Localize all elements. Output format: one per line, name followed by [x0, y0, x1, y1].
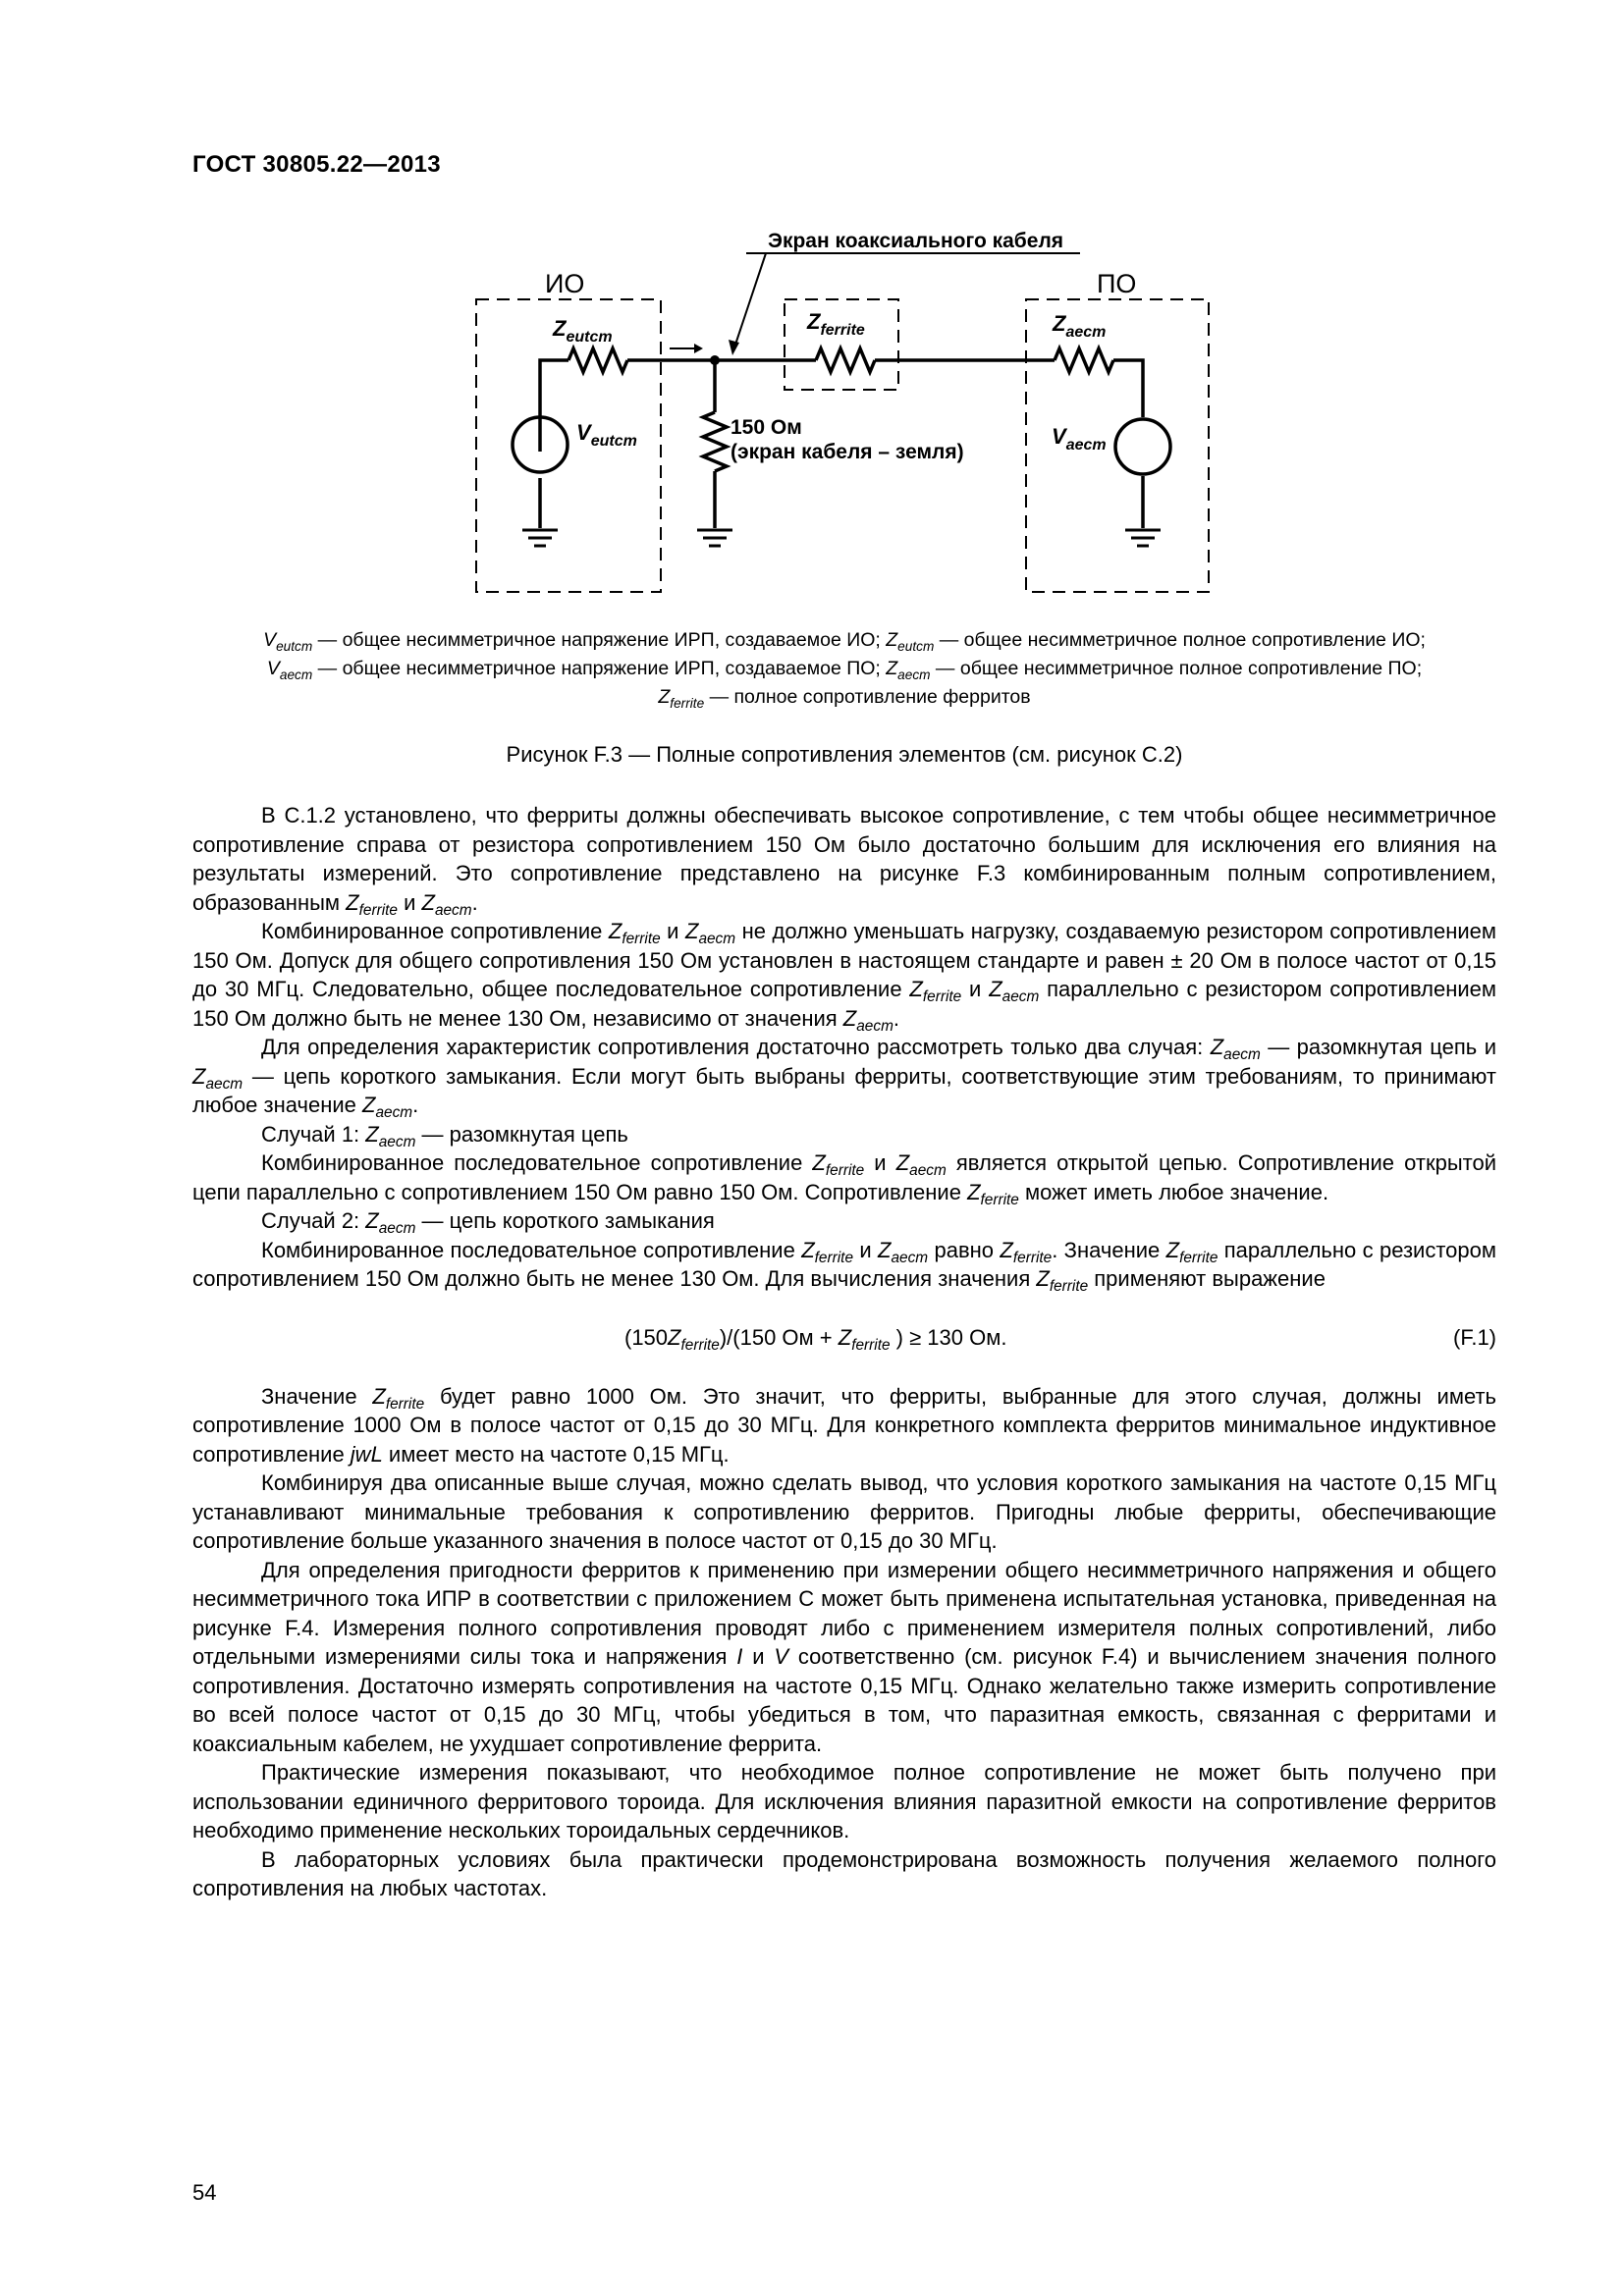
formula-number: (F.1) [1453, 1324, 1496, 1350]
paragraph-6: Значение $Z_{ferrite}$ будет равно 1000 Ом. Это значит, что ферриты, выбранные для этого случая, должны иметь сопротивление 1000 Ом в полосе частот от 0,15 до 30 МГц. Для конкретного комплекта ферритов минимальное индуктивное сопротивление jwL имеет место на частоте 0,15 МГц. [192, 1383, 1496, 1467]
coax-shield-label: Экран коаксиального кабеля [768, 230, 1064, 252]
r150-value-label: 150 Ом [731, 416, 802, 439]
z-ferrite-resistor [816, 348, 875, 372]
figure-legend [187, 626, 1502, 712]
junction-dot [710, 355, 720, 365]
figure-caption: Рисунок F.3 — Полные сопротивления элементов (см. рисунок С.2) [506, 742, 1183, 767]
case-1-heading: Случай 1: $Z_{aecm}$ — разомкнутая цепь [261, 1121, 628, 1150]
paragraph-4: Комбинированное последовательное сопротивление $Z_{ferrite}$ и $Z_{aecm}$ является открытой цепью. Сопротивление открытой цепи параллельно с сопротивлением 150 Ом равно 150 Ом. Сопротивление $Z_{ferrite}$ может иметь любое значение. [192, 1150, 1496, 1208]
r150-resistor [703, 412, 727, 471]
v-aecm-source [1115, 419, 1170, 474]
eut-label: ИО [545, 269, 585, 298]
page-number: 54 [192, 2180, 217, 2205]
legend-line-2: $V_{aecm}$ — общее несимметричное напряжение ИРП, создаваемое ПО; $Z_{aecm}$ — общее несимметричное полное сопротивление ПО; [266, 658, 1423, 682]
legend-line-3: $Z_{ferrite}$ — полное сопротивление ферритов [658, 686, 1031, 711]
ae-label: ПО [1097, 269, 1137, 298]
v-eutcm-label: $V_{eutcm}$ [576, 420, 637, 450]
z-eutcm-label: $Z_{eutcm}$ [553, 316, 613, 346]
z-eutcm-resistor [568, 348, 627, 372]
paragraph-8: Для определения пригодности ферритов к применению при измерении общего несимметричного напряжения и общего несимметричного тока ИПР в соответствии с приложением С может быть применена испытательная установка, приведенная на рисунке F.4. Измерения полного сопротивления проводят либо с применением измерителя полных сопротивлений, либо отдельными измерениями силы тока и напряжения I и V соответственно (см. рисунок F.4) и вычислением значения полного сопротивления. Достаточно измерять сопротивления на частоте 0,15 МГц. Однако желательно также измерить сопротивление во всей полосе частот от 0,15 до 30 МГц, чтобы убедиться в том, что паразитная емкость, связанная с ферритами и коаксиальным кабелем, не ухудшает сопротивление феррита. [192, 1557, 1497, 1756]
ferrite-box [785, 299, 898, 390]
paragraph-1: В С.1.2 установлено, что ферриты должны обеспечивать высокое сопротивление, с тем чтобы общее несимметричное сопротивление справа от резистора сопротивлением 150 Ом было достаточно большим для исключения его влияния на результаты измерений. Это сопротивление представлено на рисунке F.3 комбинированным полным сопротивлением, образованным $Z_{ferrite}$ и $Z_{aecm}$. [192, 803, 1496, 919]
z-aecm-resistor [1055, 348, 1113, 372]
legend-line-1: $V_{eutcm}$ — общее несимметричное напряжение ИРП, создаваемое ИО; $Z_{eutcm}$ — общее несимметричное полное сопротивление ИО; [263, 629, 1426, 654]
paragraph-10: В лабораторных условиях была практически продемонстрирована возможность получения желаемого полного сопротивления на любых частотах. [192, 1846, 1496, 1900]
z-aecm-label: $Z_{aecm}$ [1053, 311, 1107, 341]
paragraph-9: Практические измерения показывают, что необходимое полное сопротивление не может быть получено при использовании единичного ферритового тороида. Для исключения влияния паразитной емкости на сопротивление ферритов необходимо применение нескольких тороидальных сердечников. [192, 1760, 1496, 1842]
v-aecm-label: $V_{aecm}$ [1052, 424, 1107, 454]
formula-expression: $(150Z_{ferrite})/(150$ Ом + $Z_{ferrite}$ ) ≥ 130 Ом. [624, 1324, 1007, 1354]
document-header: ГОСТ 30805.22—2013 [192, 151, 441, 178]
paragraph-5: Комбинированное последовательное сопротивление $Z_{ferrite}$ и $Z_{aecm}$ равно $Z_{ferrite}$. Значение $Z_{ferrite}$ параллельно с резистором сопротивлением 150 Ом должно быть не менее 130 Ом. Для вычисления значения $Z_{ferrite}$ применяют выражение [192, 1237, 1497, 1295]
circuit-diagram [0, 0, 1624, 628]
r150-desc-label: (экран кабеля – земля) [731, 441, 964, 463]
case-2-heading: Случай 2: $Z_{aecm}$ — цепь короткого замыкания [261, 1208, 715, 1237]
formula-f1 [192, 1323, 1496, 1353]
z-ferrite-label: $Z_{ferrite}$ [807, 309, 865, 339]
paragraph-3: Для определения характеристик сопротивления достаточно рассмотреть только два случая: $Z_{aecm}$ — разомкнутая цепь и $Z_{aecm}$ — цепь короткого замыкания. Если могут быть выбраны ферриты, соответствующие этим требованиям, то принимают любое значение $Z_{aecm}$. [192, 1035, 1496, 1121]
body-text [192, 801, 1496, 1903]
paragraph-7: Комбинируя два описанные выше случая, можно сделать вывод, что условия короткого замыкания на частоте 0,15 МГц устанавливают минимальные требования к сопротивлению ферритов. Пригодны любые ферриты, обеспечивающие сопротивление больше указанного значения в полосе частот от 0,15 до 30 МГц. [192, 1470, 1496, 1553]
paragraph-2: Комбинированное сопротивление $Z_{ferrite}$ и $Z_{aecm}$ не должно уменьшать нагрузку, создаваемую резистором сопротивлением 150 Ом. Допуск для общего сопротивления 150 Ом установлен в настоящем стандарте и равен ± 20 Ом в полосе частот от 0,15 до 30 МГц. Следовательно, общее последовательное сопротивление $Z_{ferrite}$ и $Z_{aecm}$ параллельно с резистором сопротивлением 150 Ом должно быть не менее 130 Ом, независимо от значения $Z_{aecm}$. [192, 919, 1497, 1035]
